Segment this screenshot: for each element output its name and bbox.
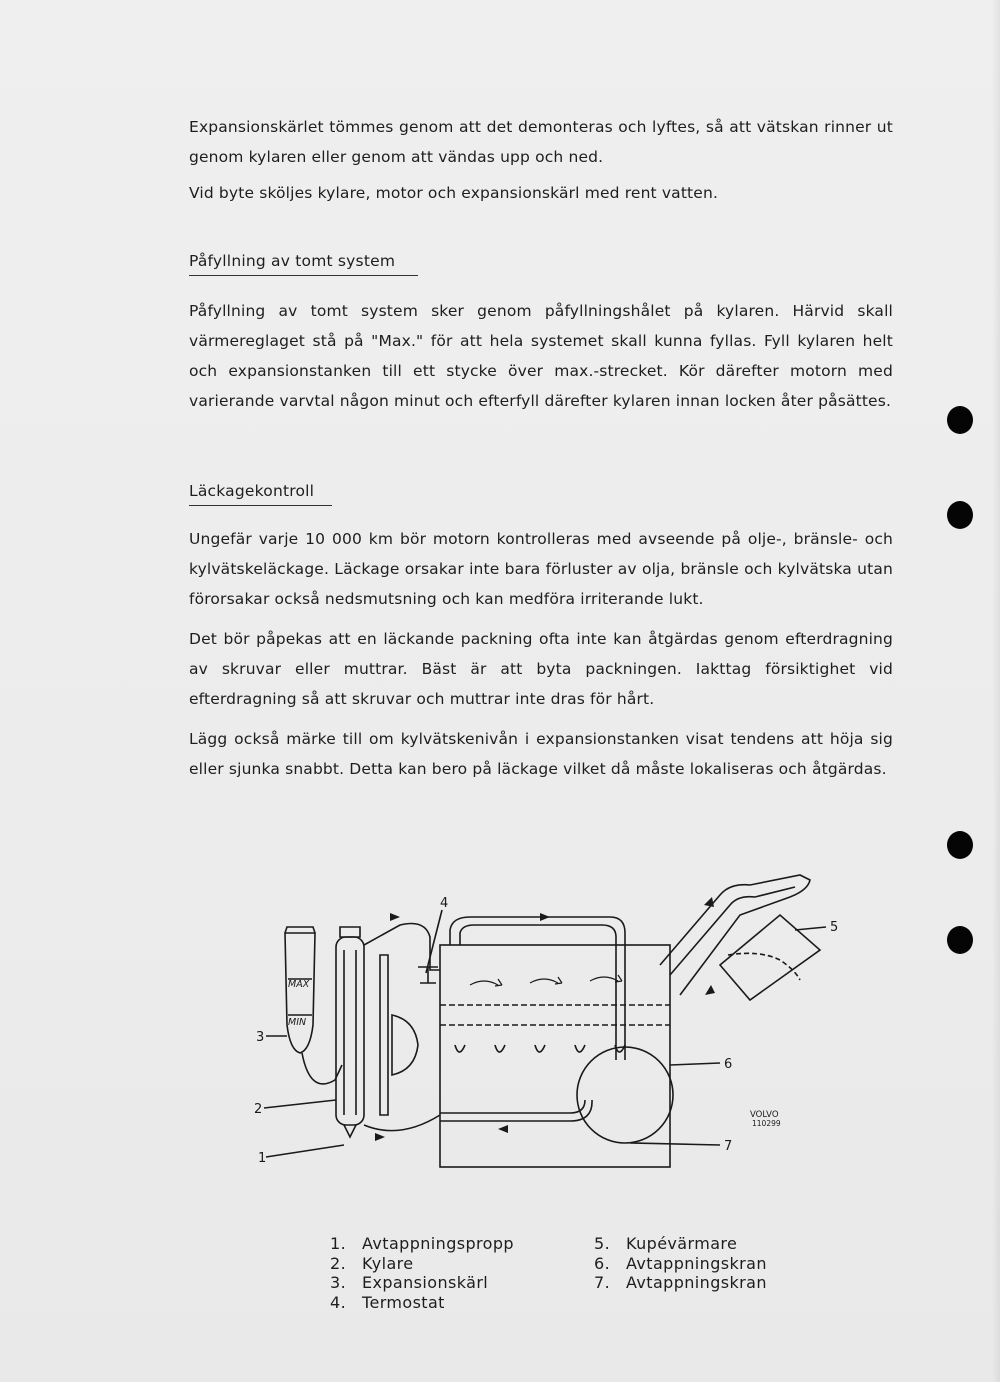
heater-return-pipe	[450, 917, 625, 1060]
callout-1: 1	[258, 1151, 267, 1166]
water-pump-housing	[577, 1047, 673, 1143]
flow-arrows	[375, 897, 715, 1141]
drain-plug-1	[344, 1125, 356, 1137]
heater-duct	[660, 875, 810, 995]
radiator	[336, 937, 364, 1125]
paragraph-flush: Vid byte sköljes kylare, motor och expansionskärl med rent vatten.	[189, 184, 719, 202]
internal-flow-arrows	[470, 975, 622, 986]
lower-hose	[364, 1115, 440, 1131]
paragraph-leak-check: Ungefär varje 10 000 km bör motorn kontrolleras med avseende på olje-, bränsle- och kylvätskeläckage. Läckage orsakar inte bara förluster av olja, bränsle och kylvätska utan förorsakar också nedsmutsning och kan medföra irriterande lukt.	[189, 530, 893, 608]
legend-item: 1. Avtappningspropp	[330, 1234, 514, 1253]
legend-column-right	[594, 1234, 767, 1293]
cylinder-markings	[455, 1045, 625, 1052]
min-mark-label: MIN	[288, 1017, 307, 1028]
paragraph-refill: Påfyllning av tomt system sker genom påfyllningshålet på kylaren. Härvid skall värmereglaget stå på "Max." för att hela systemet skall kunna fyllas. Fyll kylaren helt och expansionstanken till ett stycke över max.-strecket. Kör därefter motorn med varierande varvtal någon minut och efterfyll därefter kylaren innan locken åter påsättes.	[189, 302, 893, 410]
scan-edge	[992, 0, 1000, 1382]
fan-hub	[392, 1015, 418, 1075]
heading-refill: Påfyllning av tomt system	[189, 250, 418, 276]
lower-return-pipe	[440, 1100, 585, 1113]
punch-hole	[947, 831, 973, 859]
punch-hole	[947, 926, 973, 954]
cabin-heater	[720, 915, 820, 1000]
paragraph-coolant-level: Lägg också märke till om kylvätskenivån i expansionstanken visat tendens att höja sig eller sjunka snabbt. Detta kan bero på läckage vilket då måste lokaliseras och åtgärdas.	[189, 730, 893, 778]
engine-block	[440, 945, 670, 1167]
callout-6: 6	[724, 1057, 733, 1072]
paragraph-gasket: Det bör påpekas att en läckande packning ofta inte kan åtgärdas genom efterdragning av skruvar eller muttrar. Bäst är att byta packningen. Iakttag försiktighet vid efterdragning så att skruvar och muttrar inte dras för hårt.	[189, 630, 893, 708]
legend-item: 6. Avtappningskran	[594, 1253, 767, 1273]
fan-blade	[380, 955, 388, 1115]
paragraph-drain-tank: Expansionskärlet tömmes genom att det demonteras och lyftes, så att vätskan rinner ut genom kylaren eller genom att vändas upp och ned.	[189, 118, 893, 166]
radiator-cap	[340, 927, 360, 937]
callout-3: 3	[256, 1030, 265, 1045]
max-mark-label: MAX	[288, 979, 310, 990]
heading-leak-check: Läckagekontroll	[189, 480, 332, 506]
callout-7: 7	[724, 1139, 733, 1154]
legend-item: 3. Expansionskärl	[330, 1273, 489, 1292]
volvo-label: VOLVO	[750, 1110, 779, 1120]
punch-hole	[947, 501, 973, 529]
legend-column-left	[330, 1234, 514, 1312]
legend-item: 5. Kupévärmare	[594, 1234, 738, 1253]
callout-5: 5	[830, 920, 839, 935]
figure-code: 110299	[752, 1119, 781, 1128]
cylinder-head-channel	[440, 1005, 670, 1025]
callout-2: 2	[254, 1102, 263, 1117]
callout-4: 4	[440, 896, 449, 911]
expansion-tank	[285, 933, 315, 1053]
punch-hole	[947, 406, 973, 434]
legend-item: 2. Kylare	[330, 1253, 414, 1273]
legend-item: 7. Avtappningskran	[594, 1273, 767, 1292]
cooling-system-diagram	[240, 855, 860, 1185]
legend-item: 4. Termostat	[330, 1292, 445, 1312]
